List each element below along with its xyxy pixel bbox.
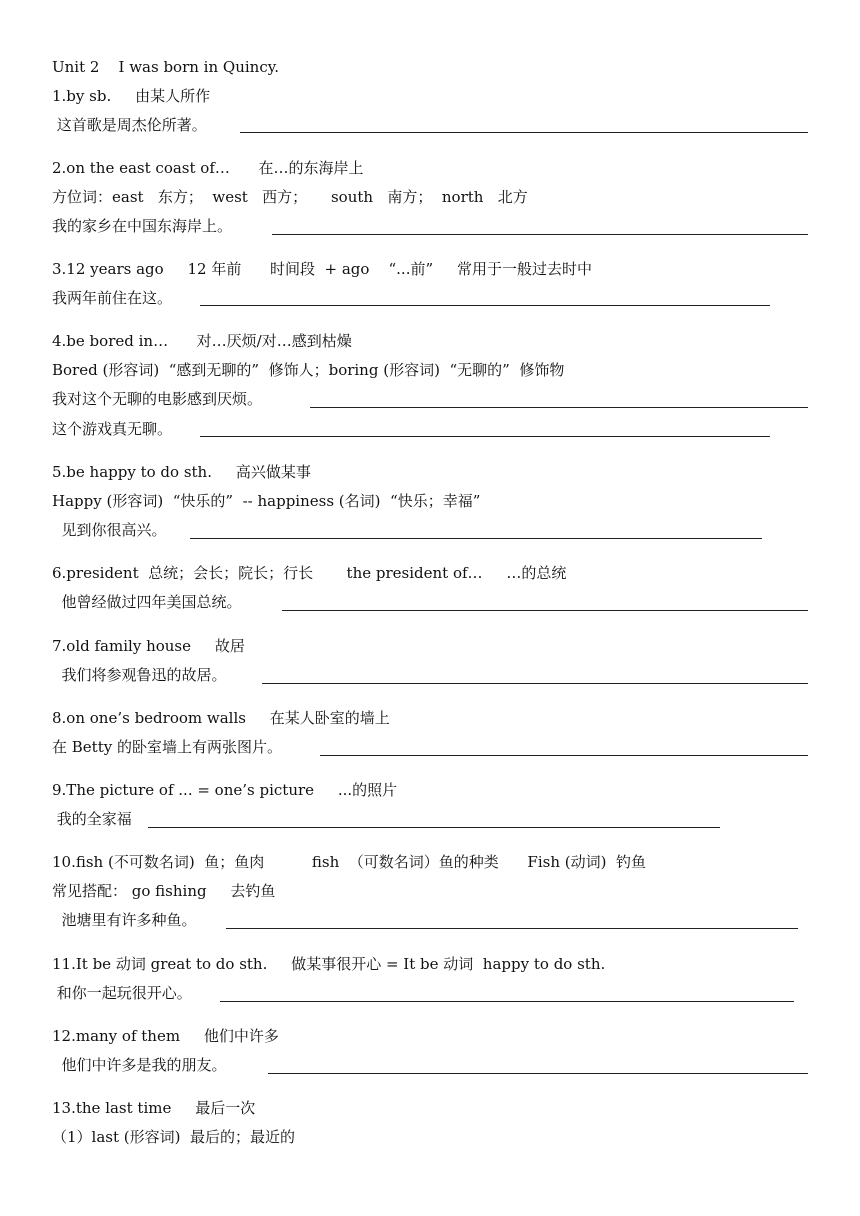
item-2-answer-blank[interactable] bbox=[272, 234, 808, 235]
item-12-sentence: 他们中许多是我的朋友。 bbox=[52, 1056, 227, 1074]
unit-title: Unit 2 I was born in Quincy. bbox=[52, 58, 279, 76]
item-8-sentence: 在 Betty 的卧室墙上有两张图片。 bbox=[52, 738, 282, 756]
item-6-heading: 6.president 总统；会长；院长；行长 the president of… …的总统 bbox=[52, 564, 567, 582]
item-8-answer-blank[interactable] bbox=[320, 755, 808, 756]
item-11-heading: 11.It be 动词 great to do sth. 做某事很开心 = It be 动词 happy to do sth. bbox=[52, 955, 606, 973]
item-11-answer-blank[interactable] bbox=[220, 1001, 794, 1002]
item-12-heading: 12.many of them 他们中许多 bbox=[52, 1027, 279, 1045]
item-6-answer-blank[interactable] bbox=[282, 610, 808, 611]
item-2-heading: 2.on the east coast of… 在…的东海岸上 bbox=[52, 159, 364, 177]
item-4-answer-blank-1[interactable] bbox=[310, 407, 808, 408]
item-9-sentence: 我的全家福 bbox=[52, 810, 132, 828]
item-13-note: （1）last (形容词) 最后的；最近的 bbox=[52, 1128, 296, 1146]
item-8-heading: 8.on one’s bedroom walls 在某人卧室的墙上 bbox=[52, 709, 390, 727]
item-2-note: 方位词：east 东方； west 西方； south 南方； north 北方 bbox=[52, 188, 528, 206]
item-10-sentence: 池塘里有许多种鱼。 bbox=[52, 911, 197, 929]
item-10-heading: 10.fish (不可数名词) 鱼；鱼肉 fish （可数名词）鱼的种类 Fish (动词) 钓鱼 bbox=[52, 853, 646, 871]
item-12-answer-blank[interactable] bbox=[268, 1073, 808, 1074]
item-2-sentence: 我的家乡在中国东海岸上。 bbox=[52, 217, 233, 235]
item-4-sentence-1: 我对这个无聊的电影感到厌烦。 bbox=[52, 390, 263, 408]
item-1-sentence: 这首歌是周杰伦所著。 bbox=[52, 116, 207, 134]
item-4-heading: 4.be bored in… 对…厌烦/对…感到枯燥 bbox=[52, 332, 352, 350]
item-7-heading: 7.old family house 故居 bbox=[52, 637, 245, 655]
item-1-heading: 1.by sb. 由某人所作 bbox=[52, 87, 211, 105]
item-10-note: 常见搭配： go fishing 去钓鱼 bbox=[52, 882, 276, 900]
item-6-sentence: 他曾经做过四年美国总统。 bbox=[52, 593, 242, 611]
item-3-heading: 3.12 years ago 12 年前 时间段 + ago “...前” 常用于一般过去时中 bbox=[52, 260, 592, 278]
item-1-answer-blank[interactable] bbox=[240, 132, 808, 133]
item-3-sentence: 我两年前住在这。 bbox=[52, 289, 173, 307]
item-5-heading: 5.be happy to do sth. 高兴做某事 bbox=[52, 463, 311, 481]
item-7-answer-blank[interactable] bbox=[262, 683, 808, 684]
item-9-answer-blank[interactable] bbox=[148, 827, 720, 828]
item-10-answer-blank[interactable] bbox=[226, 928, 798, 929]
item-4-note: Bored (形容词) “感到无聊的” 修饰人；boring (形容词) “无聊的” 修饰物 bbox=[52, 361, 565, 379]
item-7-sentence: 我们将参观鲁迅的故居。 bbox=[52, 666, 227, 684]
item-13-heading: 13.the last time 最后一次 bbox=[52, 1099, 256, 1117]
item-11-sentence: 和你一起玩很开心。 bbox=[52, 984, 192, 1002]
item-5-answer-blank[interactable] bbox=[190, 538, 762, 539]
item-5-note: Happy (形容词) “快乐的” -- happiness (名词) “快乐；幸福” bbox=[52, 492, 481, 510]
item-4-answer-blank-2[interactable] bbox=[200, 436, 770, 437]
item-5-sentence: 见到你很高兴。 bbox=[52, 521, 167, 539]
item-9-heading: 9.The picture of ... = one’s picture ...的照片 bbox=[52, 781, 398, 799]
item-3-answer-blank[interactable] bbox=[200, 305, 770, 306]
item-4-sentence-2: 这个游戏真无聊。 bbox=[52, 420, 173, 438]
